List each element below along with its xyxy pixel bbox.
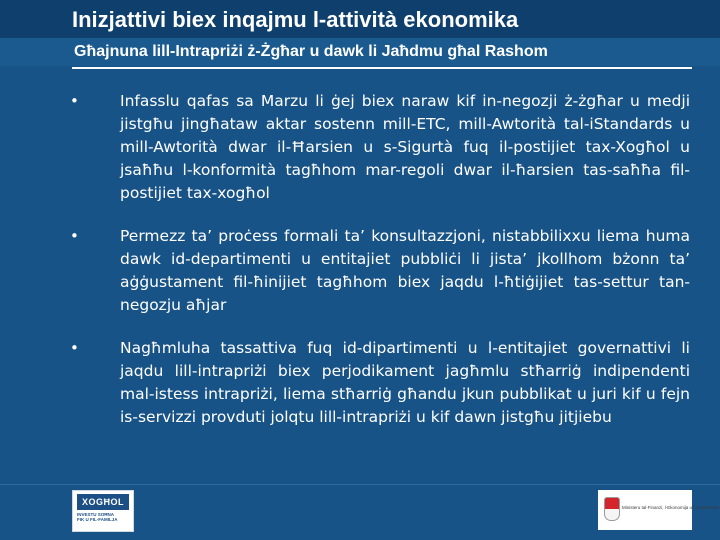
bullet-list <box>70 90 690 449</box>
divider <box>72 67 692 69</box>
bullet-icon: • <box>70 227 79 245</box>
slide-subtitle: Għajnuna lill-Intrapriżi ż-Żgħar u dawk li Jaħdmu għal Rashom <box>74 43 548 60</box>
bullet-icon: • <box>70 92 79 110</box>
xoghol-logo-line: FIK U FIL-FAMILJA <box>77 517 118 522</box>
bullet-icon: • <box>70 339 79 357</box>
bullet-item <box>70 225 690 317</box>
bullet-text: Nagħmluha tassattiva fuq id-dipartimenti u l-entitajiet governattivi li jaqdu lill-intrapriżi biex perjodikament jagħmlu stħarriġ indipendenti mal-istess intrapriżi, liema stħarriġ għandu jkun pubblikat u juri kif u fejn is-servizzi provduti jolqtu lill-intrapriżi u kif dawn jistgħu jitjiebu <box>120 339 690 426</box>
bullet-text: Infasslu qafas sa Marzu li ġej biex naraw kif in-negozji ż-żgħar u medji jistgħu jingħataw aktar sostenn mill-ETC, mill-Awtorità tal-iStandards u mill-Awtorità dwar il-Ħarsien u s-Sigurtà fuq il-postijiet tax-Xogħol u jsaħħu l-konformità tagħhom mar-regoli dwar il-ħarsien tas-saħħa fil-postijiet tax-xogħol <box>120 92 690 202</box>
xoghol-logo <box>72 490 134 532</box>
xoghol-logo-tagline <box>77 512 129 522</box>
coat-of-arms-icon <box>604 497 620 521</box>
bullet-item <box>70 90 690 205</box>
xoghol-logo-line: INVESTU SOĦNA <box>77 512 115 517</box>
footer-divider <box>0 484 720 485</box>
ministry-logo <box>598 490 719 530</box>
xoghol-logo-text: XOGĦOL <box>81 497 124 507</box>
slide-title: Inizjattivi biex inqajmu l-attività ekonomika <box>72 7 519 32</box>
bullet-text: Permezz ta’ proċess formali ta’ konsultazzjoni, nistabbilixxu liema huma dawk id-departimenti u entitajiet pubbliċi li jista’ jkollhom bżonn ta’ aġġustament fil-ħinijiet tagħhom biex jaqdu l-ħtiġijiet tas-settur tan-negozju aħjar <box>120 227 690 314</box>
xoghol-logo-banner <box>77 494 129 510</box>
bullet-item <box>70 337 690 429</box>
ministry-name: Ministeru tal-Finanzi, l-Ekonomija u l-Investiment <box>622 505 719 510</box>
